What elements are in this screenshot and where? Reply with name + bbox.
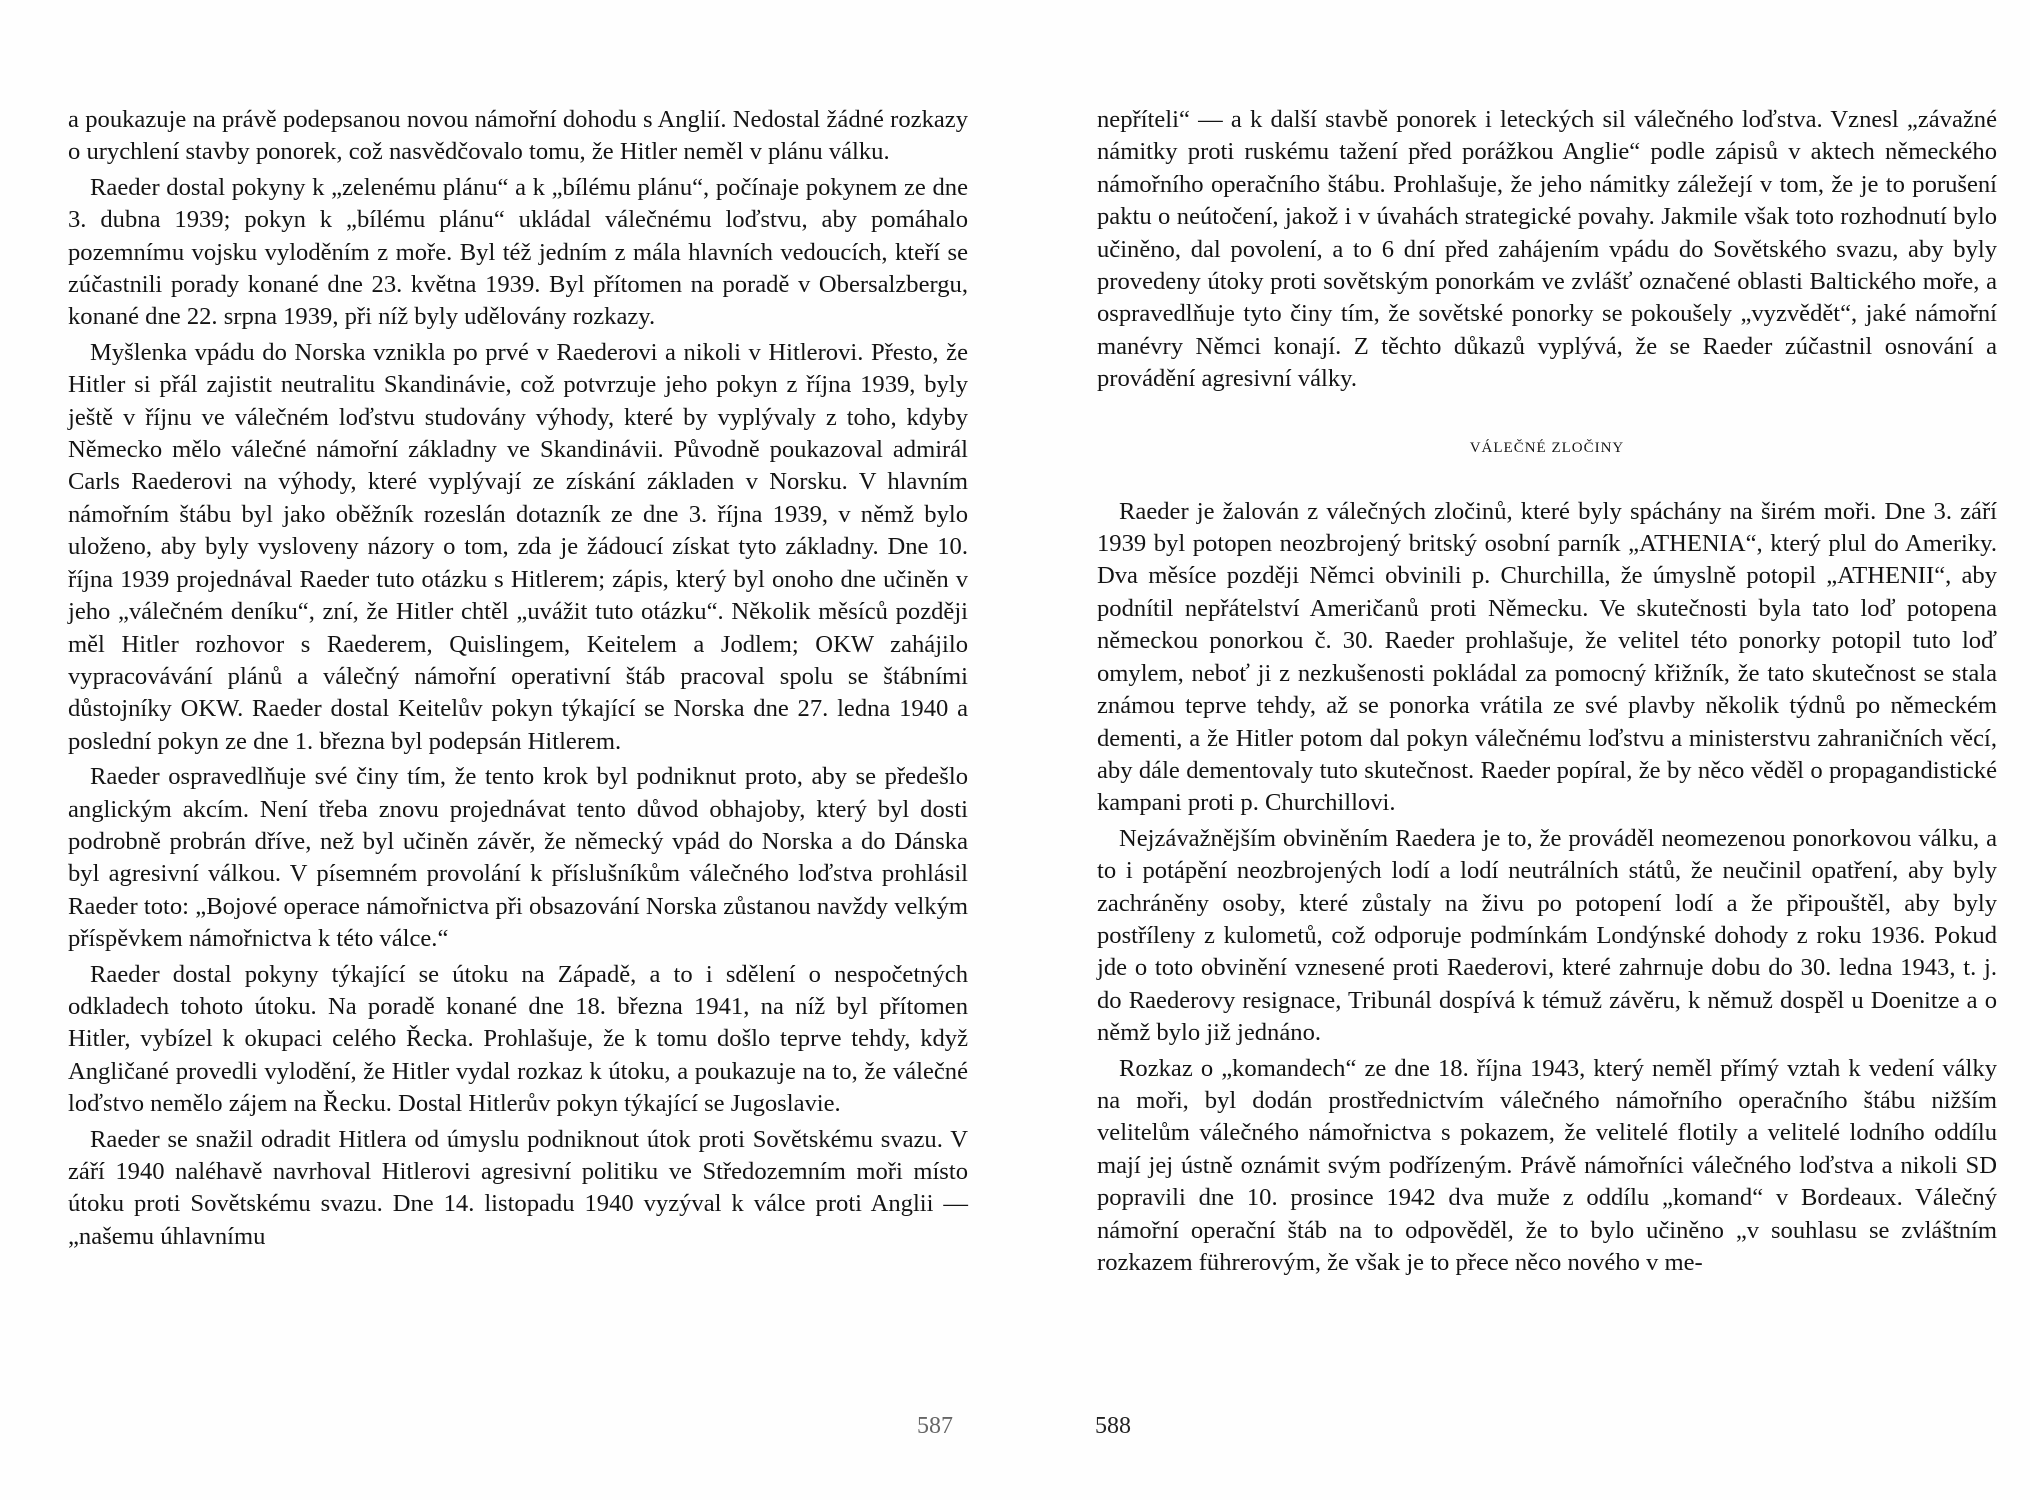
paragraph: Nejzávažnějším obviněním Raedera je to, že prováděl neomezenou ponorkovou válku, a to i potápění neozbrojených lodí a lodí neutrálních států, že neučinil opatření, aby byly zachráněny osoby, které zůstaly na živu po potopení lodí a že připouštěl, aby byly postříleny z kulometů, což odporuje podmínkám Londýnské dohody z roku 1936. Pokud jde o toto obvinění vznesené proti Raederovi, které zahrnuje dobu do 30. ledna 1943, t. j. do Raederovy resignace, Tribunál dospívá k témuž závěru, k němuž dospěl u Doenitze a o němž bylo již jednáno. xyxy=(1097,824,1997,1047)
page-number: 587 xyxy=(917,1413,953,1439)
paragraph: Raeder dostal pokyny týkající se útoku na Západě, a to i sdělení o nespočetných odkladech tohoto útoku. Na poradě konané dne 18. března 1941, na níž byl přítomen Hitler, vybízel k okupaci celého Řecka. Prohlašuje, že k tomu došlo teprve tehdy, když Angličané provedli vylodění, že Hitler vydal rozkaz k útoku, a poukazuje na to, že válečné loďstvo nemělo zájem na Řecku. Dostal Hitlerův pokyn týkající se Jugoslavie. xyxy=(68,960,968,1118)
paragraph: nepříteli“ — a k další stavbě ponorek i leteckých sil válečného loďstva. Vznesl „závažné námitky proti ruskému tažení před porážkou Anglie“ podle zápisů v aktech německého námořního operačního štábu. Prohlašuje, že jeho námitky záležejí v tom, že je to porušení paktu o neútočení, jakož i v úvahách strategické povahy. Jakmile však toto rozhodnutí bylo učiněno, dal povolení, a to 6 dní před zahájením vpádu do Sovětského svazu, aby byly provedeny útoky proti sovětským ponorkám ve zvlášť označené oblasti Baltického moře, a ospravedlňuje tyto činy tím, že sovětské ponorky se pokoušely „vyzvědět“, jaké námořní manévry Němci konají. Z těchto důkazů vyplývá, že se Raeder zúčastnil osnování a provádění agresivní války. xyxy=(1097,106,1997,393)
paragraph: Rozkaz o „komandech“ ze dne 18. října 1943, který neměl přímý vztah k vedení války na moři, byl dodán prostřednictvím válečného námořního operačního štábu nižším velitelům válečného námořnictva s pokazem, že velitelé flotily a velitelé lodního oddílu mají jej ústně oznámit svým podřízeným. Právě námořníci válečného loďstva a nikoli SD popravili dne 10. prosince 1942 dva muže z oddílu „komand“ v Bordeaux. Válečný námořní operační štáb na to odpověděl, že to bylo učiněno „v souhlasu se zvláštním rozkazem führerovým, že však je to přece něco nového v me- xyxy=(1097,1054,1997,1276)
paragraph: Raeder se snažil odradit Hitlera od úmyslu podniknout útok proti Sovětskému svazu. V září 1940 naléhavě navrhoval Hitlerovi agresivní politiku ve Středozemním moři místo útoku proti Sovětskému svazu. Dne 14. listopadu 1940 vyzýval k válce proti Anglii — „našemu úhlavnímu xyxy=(68,1125,968,1250)
paragraph: Raeder dostal pokyny k „zelenému plánu“ a k „bílému plánu“, počínaje pokynem ze dne 3. dubna 1939; pokyn k „bílému plánu“ ukládal válečnému loďstvu, aby pomáhalo pozemnímu vojsku vyloděním z moře. Byl též jedním z mála hlavních vedoucích, kteří se zúčastnili porady konané dne 23. května 1939. Byl přítomen na poradě v Obersalzbergu, konané dne 22. srpna 1939, při níž byly udělovány rozkazy. xyxy=(68,173,968,331)
right-page-text xyxy=(1097,104,1997,1282)
page-number: 588 xyxy=(1095,1413,1131,1439)
paragraph: Raeder je žalován z válečných zločinů, které byly spáchány na širém moři. Dne 3. září 1939 byl potopen neozbrojený britský osobní parník „ATHENIA“, který plul do Ameriky. Dva měsíce později Němci obvinili p. Churchilla, že úmyslně potopil „ATHENII“, aby podnítil nepřátelství Američanů proti Německu. Ve skutečnosti byla tato loď potopena německou ponorkou č. 30. Raeder prohlašuje, že velitel této ponorky potopil tuto loď omylem, neboť ji z nezkušenosti pokládal za pomocný křižník, že tato skutečnost se stala známou teprve tehdy, až se ponorka vrátila ze své plavby několik týdnů po německém dementi, a že Hitler potom dal pokyn válečnému loďstvu a ministerstvu zahraničních věcí, aby dále dementovaly tuto skutečnost. Raeder popíral, že by něco věděl o propagandistické kampani proti p. Churchillovi. xyxy=(1097,497,1997,817)
section-heading: VÁLEČNÉ ZLOČINY xyxy=(1469,439,1625,456)
left-page-text xyxy=(68,104,968,1256)
paragraph: a poukazuje na právě podepsanou novou námořní dohodu s Anglií. Nedostal žádné rozkazy o urychlení stavby ponorek, což nasvědčovalo tomu, že Hitler neměl v plánu válku. xyxy=(68,106,968,166)
paragraph: Raeder ospravedlňuje své činy tím, že tento krok byl podniknut proto, aby se předešlo anglickým akcím. Není třeba znovu projednávat tento důvod obhajoby, který byl dosti podrobně probrán dříve, než byl učiněn závěr, že německý vpád do Norska a do Dánska byl agresivní válkou. V písemném provolání k příslušníkům válečného loďstva prohlásil Raeder toto: „Bojové operace námořnictva při obsazování Norska zůstanou navždy velkým příspěvkem námořnictva k této válce.“ xyxy=(68,763,968,953)
right-page xyxy=(1015,0,2030,1500)
paragraph: Myšlenka vpádu do Norska vznikla po prvé v Raederovi a nikoli v Hitlerovi. Přesto, že Hitler si přál zajistit neutralitu Skandinávie, což potvrzuje jeho pokyn z října 1939, byly ještě v říjnu ve válečném loďstvu studovány výhody, které by vyplývaly z toho, kdyby Německo mělo válečné námořní základny ve Skandinávii. Původně poukazoval admirál Carls Raederovi na výhody, které vyplývají ze získání základen v Norsku. V hlavním námořním štábu byl jako oběžník rozeslán dotazník ze dne 3. října 1939, v němž bylo uloženo, aby byly vysloveny názory o tom, zda je žádoucí získat tyto základny. Dne 10. října 1939 projednával Raeder tuto otázku s Hitlerem; zápis, který byl onoho dne učiněn v jeho „válečném deníku“, zní, že Hitler chtěl „uvážit tuto otázku“. Několik měsíců později měl Hitler rozhovor s Raederem, Quislingem, Keitelem a Jodlem; OKW zahájilo vypracovávání plánů a válečný námořní operativní štáb pracoval spolu se štábními důstojníky OKW. Raeder dostal Keitelův pokyn týkající se Norska dne 27. ledna 1940 a poslední pokyn ze dne 1. března byl podepsán Hitlerem. xyxy=(68,338,968,755)
